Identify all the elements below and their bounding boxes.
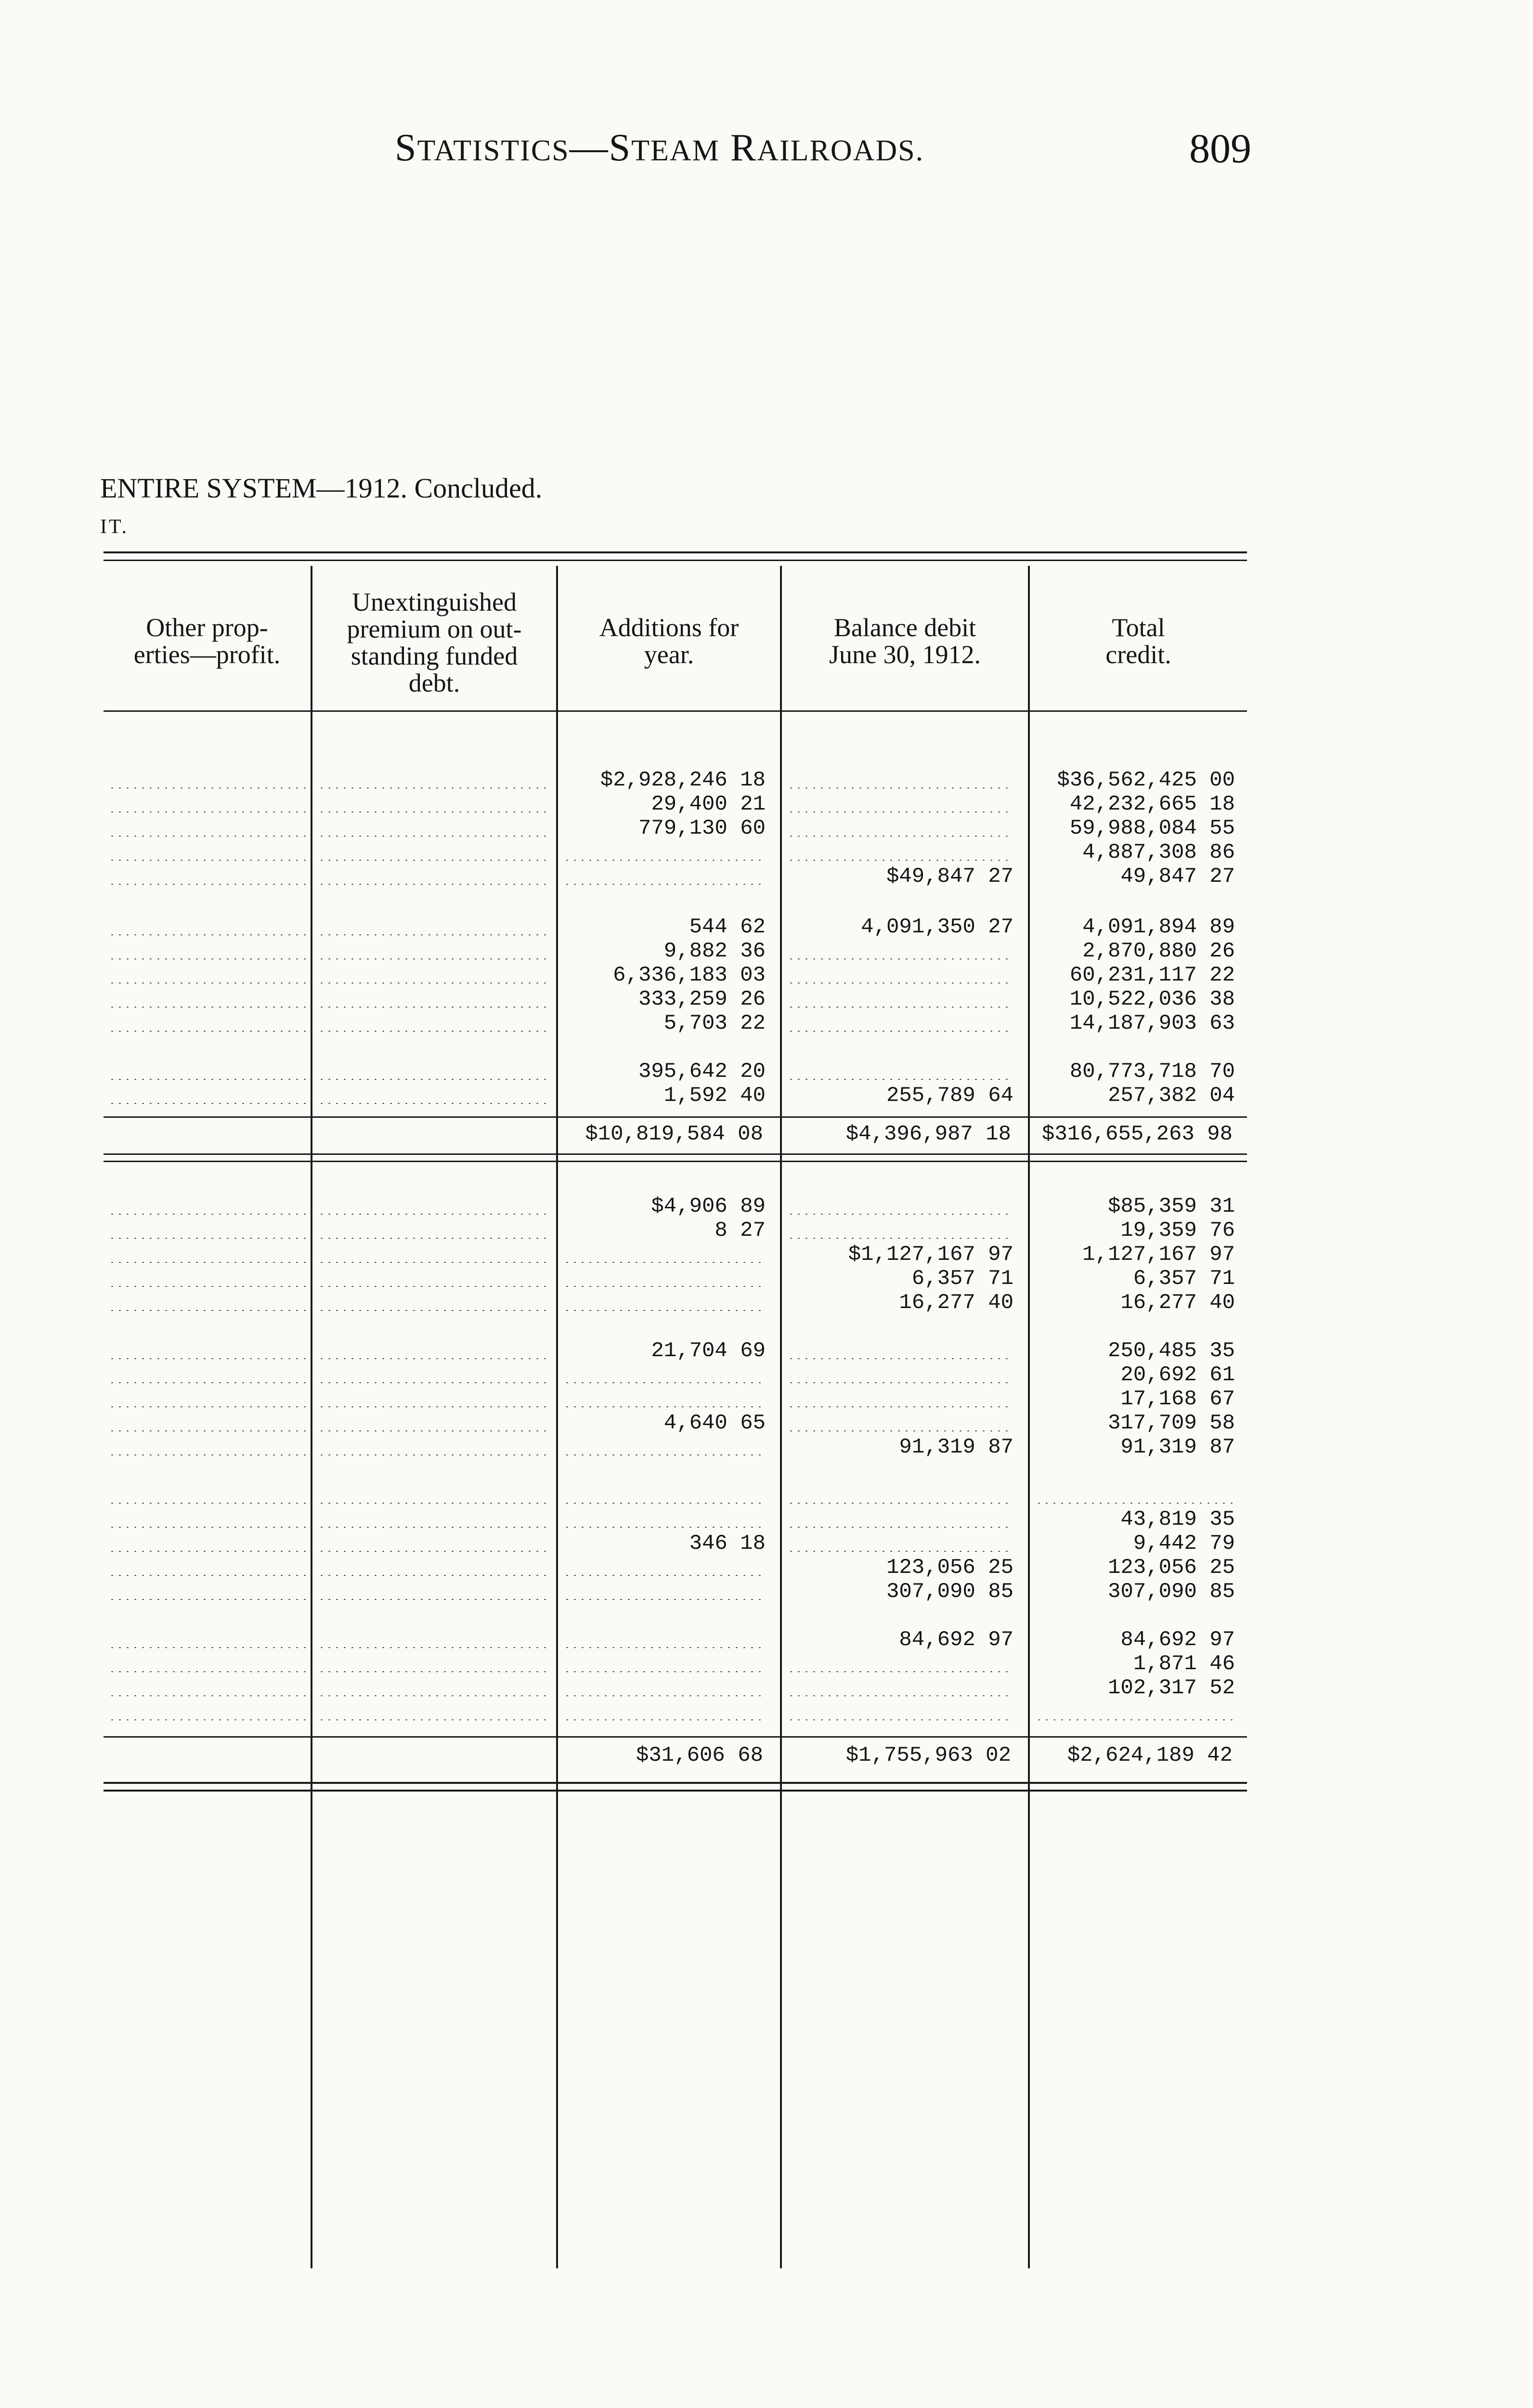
sum-additions-2: $31,606 68	[636, 1743, 763, 1767]
dot-leader	[787, 1213, 1013, 1215]
header-rule	[104, 710, 1247, 712]
dot-leader	[787, 859, 1013, 861]
dot-leader	[787, 811, 1013, 812]
dot-leader	[1035, 1718, 1235, 1720]
dot-leader	[318, 1574, 551, 1576]
dot-leader	[318, 1526, 551, 1528]
dot-leader	[318, 1006, 551, 1008]
cell-total: 84,692 97	[1120, 1628, 1235, 1652]
cell-total: 19,359 76	[1120, 1218, 1235, 1243]
cell-total: 10,522,036 38	[1069, 987, 1235, 1011]
dot-leader	[108, 982, 306, 983]
running-head: STATISTICS—STEAM RAILROADS.	[395, 127, 924, 169]
dot-leader	[787, 835, 1013, 837]
dot-leader	[108, 1381, 306, 1383]
dot-leader	[563, 1694, 766, 1696]
dot-leader	[563, 1574, 766, 1576]
dot-leader	[108, 859, 306, 861]
dot-leader	[318, 1078, 551, 1080]
dot-leader	[563, 1670, 766, 1672]
cell-total: $36,562,425 00	[1057, 768, 1235, 792]
cell-total: 2,870,880 26	[1082, 939, 1235, 963]
cell-total: 102,317 52	[1107, 1676, 1235, 1700]
dot-leader	[787, 1237, 1013, 1239]
dot-leader	[787, 1078, 1013, 1080]
dot-leader	[108, 1429, 306, 1431]
section-rule-inner	[104, 1161, 1247, 1162]
cell-additions: 333,259 26	[638, 987, 766, 1011]
cell-additions: 395,642 20	[638, 1060, 766, 1084]
dot-leader	[108, 1694, 306, 1696]
dot-leader	[563, 859, 766, 861]
col-header-other-properties: Other prop- erties—profit.	[133, 613, 281, 669]
dot-leader	[318, 1670, 551, 1672]
dot-leader	[318, 1237, 551, 1239]
cell-additions: 8 27	[715, 1218, 766, 1243]
top-rule	[104, 551, 1247, 553]
dot-leader	[318, 1646, 551, 1648]
cell-additions: 346 18	[689, 1531, 766, 1556]
sum-total-2: $2,624,189 42	[1067, 1743, 1233, 1767]
dot-leader	[108, 811, 306, 812]
dot-leader	[108, 1670, 306, 1672]
dot-leader	[318, 835, 551, 837]
sum-total-1: $316,655,263 98	[1041, 1122, 1233, 1146]
dot-leader	[108, 1237, 306, 1239]
cell-balance: 84,692 97	[899, 1628, 1013, 1652]
cell-total: 6,357 71	[1133, 1267, 1235, 1291]
cell-total: 1,127,167 97	[1082, 1243, 1235, 1267]
dot-leader	[563, 1261, 766, 1263]
dot-leader	[318, 811, 551, 812]
cell-total: 4,091,894 89	[1082, 915, 1235, 939]
dot-leader	[318, 1030, 551, 1032]
dot-leader	[318, 1213, 551, 1215]
dot-leader	[108, 1285, 306, 1287]
col-header-balance-debit: Balance debit June 30, 1912.	[829, 613, 981, 669]
cell-total: 16,277 40	[1120, 1291, 1235, 1315]
cell-total: 43,819 35	[1120, 1507, 1235, 1531]
cell-additions: $4,906 89	[651, 1194, 766, 1218]
dot-leader	[787, 1550, 1013, 1552]
dot-leader	[787, 786, 1013, 788]
dot-leader	[787, 1502, 1013, 1504]
dot-leader	[787, 982, 1013, 983]
dot-leader	[318, 933, 551, 935]
section-rule	[104, 1153, 1247, 1155]
dot-leader	[108, 1574, 306, 1576]
dot-leader	[1035, 1502, 1235, 1504]
dot-leader	[318, 1102, 551, 1104]
cell-balance: 123,056 25	[886, 1556, 1013, 1580]
dot-leader	[108, 1646, 306, 1648]
dot-leader	[318, 1429, 551, 1431]
cell-total: 317,709 58	[1107, 1411, 1235, 1435]
dot-leader	[108, 835, 306, 837]
cell-total: 17,168 67	[1120, 1387, 1235, 1411]
dot-leader	[787, 1670, 1013, 1672]
col-divider	[1028, 566, 1030, 2268]
cell-total: 42,232,665 18	[1069, 792, 1235, 816]
dot-leader	[108, 957, 306, 959]
dot-leader	[108, 1030, 306, 1032]
dot-leader	[108, 1718, 306, 1720]
dot-leader	[787, 1718, 1013, 1720]
dot-leader	[318, 786, 551, 788]
cell-additions: 1,592 40	[663, 1084, 766, 1108]
cell-additions: 4,640 65	[663, 1411, 766, 1435]
col-divider	[556, 566, 558, 2268]
dot-leader	[318, 1718, 551, 1720]
dot-leader	[563, 1285, 766, 1287]
dot-leader	[108, 1526, 306, 1528]
cell-total: 49,847 27	[1120, 864, 1235, 889]
dot-leader	[108, 1405, 306, 1407]
cell-additions: $2,928,246 18	[600, 768, 766, 792]
cell-balance: $49,847 27	[886, 864, 1013, 889]
dot-leader	[108, 1213, 306, 1215]
cell-total: 250,485 35	[1107, 1339, 1235, 1363]
cell-additions: 544 62	[689, 915, 766, 939]
cell-additions: 5,703 22	[663, 1011, 766, 1035]
col-divider	[311, 566, 312, 2268]
dot-leader	[318, 982, 551, 983]
dot-leader	[108, 1309, 306, 1311]
dot-leader	[787, 1526, 1013, 1528]
dot-leader	[563, 1718, 766, 1720]
bottom-rule-inner	[104, 1790, 1247, 1792]
dot-leader	[108, 1261, 306, 1263]
dot-leader	[563, 1502, 766, 1504]
dot-leader	[318, 1285, 551, 1287]
cell-balance: 91,319 87	[899, 1435, 1013, 1459]
dot-leader	[318, 1261, 551, 1263]
dot-leader	[787, 1006, 1013, 1008]
dot-leader	[563, 1646, 766, 1648]
dot-leader	[318, 1550, 551, 1552]
sum-balance-2: $1,755,963 02	[845, 1743, 1011, 1767]
cell-additions: 9,882 36	[663, 939, 766, 963]
cell-additions: 29,400 21	[651, 792, 766, 816]
dot-leader	[318, 1309, 551, 1311]
sum-balance-1: $4,396,987 18	[845, 1122, 1011, 1146]
dot-leader	[787, 1405, 1013, 1407]
dot-leader	[318, 1357, 551, 1359]
col-header-total-credit: Total credit.	[1105, 613, 1171, 669]
dot-leader	[318, 1598, 551, 1600]
bottom-rule	[104, 1782, 1247, 1784]
dot-leader	[108, 786, 306, 788]
cell-total: 257,382 04	[1107, 1084, 1235, 1108]
cell-total: 1,871 46	[1133, 1652, 1235, 1676]
subtotal-rule	[104, 1116, 1247, 1118]
cell-balance: 16,277 40	[899, 1291, 1013, 1315]
dot-leader	[318, 1381, 551, 1383]
cell-balance: 255,789 64	[886, 1084, 1013, 1108]
cell-balance: 4,091,350 27	[861, 915, 1013, 939]
dot-leader	[318, 957, 551, 959]
dot-leader	[108, 1078, 306, 1080]
cell-additions: 779,130 60	[638, 816, 766, 840]
cell-balance: $1,127,167 97	[848, 1243, 1013, 1267]
dot-leader	[563, 1453, 766, 1455]
dot-leader	[563, 1405, 766, 1407]
dot-leader	[787, 1429, 1013, 1431]
dot-leader	[318, 883, 551, 885]
col-header-additions: Additions for year.	[599, 613, 739, 669]
dot-leader	[787, 1030, 1013, 1032]
dot-leader	[787, 957, 1013, 959]
cell-total: 4,887,308 86	[1082, 840, 1235, 864]
dot-leader	[318, 1405, 551, 1407]
cell-total: 80,773,718 70	[1069, 1060, 1235, 1084]
col-divider	[780, 566, 782, 2268]
dot-leader	[563, 883, 766, 885]
cell-balance: 307,090 85	[886, 1580, 1013, 1604]
dot-leader	[787, 1357, 1013, 1359]
dot-leader	[318, 859, 551, 861]
dot-leader	[108, 1102, 306, 1104]
page-number: 809	[1189, 125, 1251, 171]
dot-leader	[787, 1381, 1013, 1383]
cell-total: $85,359 31	[1107, 1194, 1235, 1218]
cell-total: 123,056 25	[1107, 1556, 1235, 1580]
dot-leader	[563, 1381, 766, 1383]
cell-total: 91,319 87	[1120, 1435, 1235, 1459]
cell-total: 20,692 61	[1120, 1363, 1235, 1387]
cell-balance: 6,357 71	[911, 1267, 1013, 1291]
cell-total: 59,988,084 55	[1069, 816, 1235, 840]
dot-leader	[108, 1550, 306, 1552]
dot-leader	[108, 1598, 306, 1600]
cell-additions: 21,704 69	[651, 1339, 766, 1363]
dot-leader	[108, 883, 306, 885]
cell-total: 14,187,903 63	[1069, 1011, 1235, 1035]
table-part-label: IT.	[100, 516, 129, 538]
sum-additions-1: $10,819,584 08	[585, 1122, 763, 1146]
cell-total: 307,090 85	[1107, 1580, 1235, 1604]
dot-leader	[318, 1453, 551, 1455]
subtotal-rule	[104, 1736, 1247, 1738]
dot-leader	[563, 1309, 766, 1311]
dot-leader	[108, 1357, 306, 1359]
col-header-unextinguished-premium: Unextinguished premium on out- standing funded debt.	[347, 588, 522, 697]
table-subtitle: ENTIRE SYSTEM—1912. Concluded.	[100, 472, 543, 504]
cell-total: 60,231,117 22	[1069, 963, 1235, 987]
dot-leader	[563, 1598, 766, 1600]
dot-leader	[563, 1526, 766, 1528]
dot-leader	[318, 1502, 551, 1504]
dot-leader	[108, 1006, 306, 1008]
top-rule-inner	[104, 560, 1247, 561]
cell-total: 9,442 79	[1133, 1531, 1235, 1556]
dot-leader	[108, 1502, 306, 1504]
dot-leader	[318, 1694, 551, 1696]
dot-leader	[108, 1453, 306, 1455]
cell-additions: 6,336,183 03	[613, 963, 766, 987]
dot-leader	[108, 933, 306, 935]
dot-leader	[787, 1694, 1013, 1696]
